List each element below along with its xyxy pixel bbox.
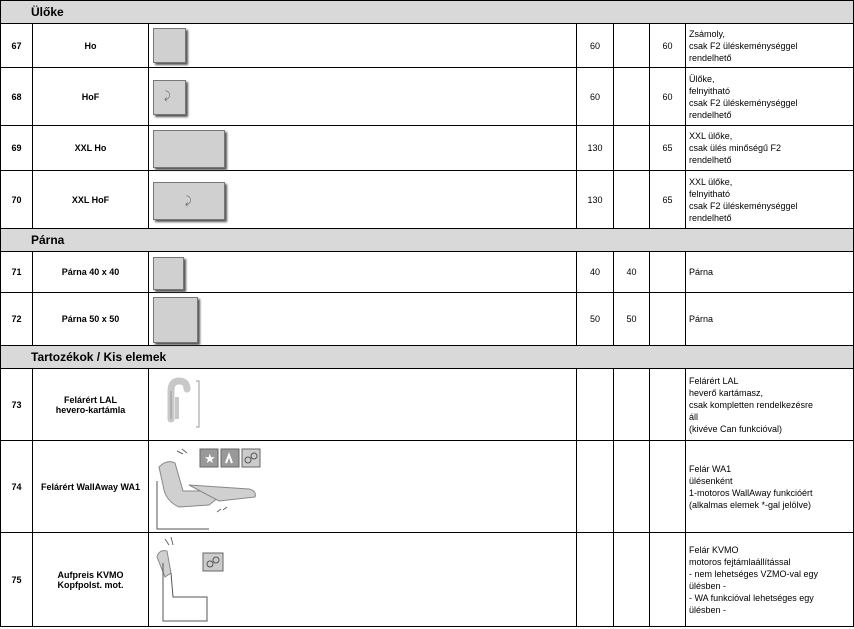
description: Párna xyxy=(686,293,854,346)
height-value xyxy=(650,252,686,293)
width-value: 130 xyxy=(577,126,614,171)
description: Párna xyxy=(686,252,854,293)
height-value: 60 xyxy=(650,68,686,126)
row-number: 71 xyxy=(1,252,33,293)
table-row xyxy=(1,24,854,68)
armrest-drawing xyxy=(149,369,209,439)
depth-value xyxy=(614,441,650,533)
width-value: 60 xyxy=(577,68,614,126)
section-header-accessories xyxy=(1,346,854,369)
product-image: ⤸ xyxy=(149,171,577,229)
svg-text:★: ★ xyxy=(204,452,216,467)
item-code: HoF xyxy=(33,68,149,126)
depth-value: 50 xyxy=(614,293,650,346)
depth-value: 40 xyxy=(614,252,650,293)
description: Ülőke, felnyitható csak F2 üléskeménységgel rendelhető xyxy=(686,68,854,126)
height-value xyxy=(650,533,686,627)
table-row xyxy=(1,293,854,346)
item-code: Felárért LAL hevero-kartámla xyxy=(33,369,149,441)
table-row xyxy=(1,68,854,126)
row-number: 72 xyxy=(1,293,33,346)
description: Felár KVMO motoros fejtámlaállítással - nem lehetséges VZMO-val egy ülésben - - WA funkcióval lehetséges egy ülésben - xyxy=(686,533,854,627)
row-number: 68 xyxy=(1,68,33,126)
depth-value xyxy=(614,68,650,126)
product-image xyxy=(149,126,577,171)
height-value xyxy=(650,293,686,346)
section-title: Tartozékok / Kis elemek xyxy=(1,346,854,369)
table-row xyxy=(1,441,854,533)
description: Felárért LAL heverő kartámasz, csak kompletten rendelkezésre áll (kivéve Can funkcióval) xyxy=(686,369,854,441)
description: Zsámoly, csak F2 üléskeménységgel rendelhető xyxy=(686,24,854,68)
depth-value xyxy=(614,126,650,171)
section-header-seat xyxy=(1,1,854,24)
row-number: 74 xyxy=(1,441,33,533)
width-value: 60 xyxy=(577,24,614,68)
section-title: Ülőke xyxy=(1,1,854,24)
item-code: Ho xyxy=(33,24,149,68)
table-row xyxy=(1,252,854,293)
width-value: 40 xyxy=(577,252,614,293)
width-value: 130 xyxy=(577,171,614,229)
product-image: ⤸ xyxy=(149,68,577,126)
height-value: 65 xyxy=(650,171,686,229)
description: XXL ülőke, csak ülés minőségű F2 rendelhető xyxy=(686,126,854,171)
item-code: Párna 40 x 40 xyxy=(33,252,149,293)
product-image xyxy=(149,369,577,441)
section-header-pillow xyxy=(1,229,854,252)
product-image xyxy=(149,24,577,68)
table-row xyxy=(1,171,854,229)
depth-value xyxy=(614,171,650,229)
width-value xyxy=(577,533,614,627)
item-code: XXL HoF xyxy=(33,171,149,229)
width-value xyxy=(577,369,614,441)
description: XXL ülőke, felnyitható csak F2 üléskeménységgel rendelhető xyxy=(686,171,854,229)
row-number: 73 xyxy=(1,369,33,441)
height-value: 65 xyxy=(650,126,686,171)
product-image xyxy=(149,533,577,627)
section-title: Párna xyxy=(1,229,854,252)
product-image xyxy=(149,293,577,346)
product-image xyxy=(149,441,577,533)
height-value xyxy=(650,369,686,441)
item-code: Aufpreis KVMO Kopfpolst. mot. xyxy=(33,533,149,627)
item-code: Párna 50 x 50 xyxy=(33,293,149,346)
depth-value xyxy=(614,369,650,441)
width-value xyxy=(577,441,614,533)
recliner-drawing xyxy=(149,441,274,531)
item-code: XXL Ho xyxy=(33,126,149,171)
row-number: 67 xyxy=(1,24,33,68)
depth-value xyxy=(614,533,650,627)
row-number: 70 xyxy=(1,171,33,229)
table-row xyxy=(1,533,854,627)
headrest-drawing xyxy=(149,533,229,625)
row-number: 69 xyxy=(1,126,33,171)
row-number: 75 xyxy=(1,533,33,627)
depth-value xyxy=(614,24,650,68)
description: Felár WA1 ülésenként 1-motoros WallAway funkcióért (alkalmas elemek *-gal jelölve) xyxy=(686,441,854,533)
height-value xyxy=(650,441,686,533)
height-value: 60 xyxy=(650,24,686,68)
table-row xyxy=(1,369,854,441)
product-image xyxy=(149,252,577,293)
table-row xyxy=(1,126,854,171)
item-code: Felárért WallAway WA1 xyxy=(33,441,149,533)
width-value: 50 xyxy=(577,293,614,346)
